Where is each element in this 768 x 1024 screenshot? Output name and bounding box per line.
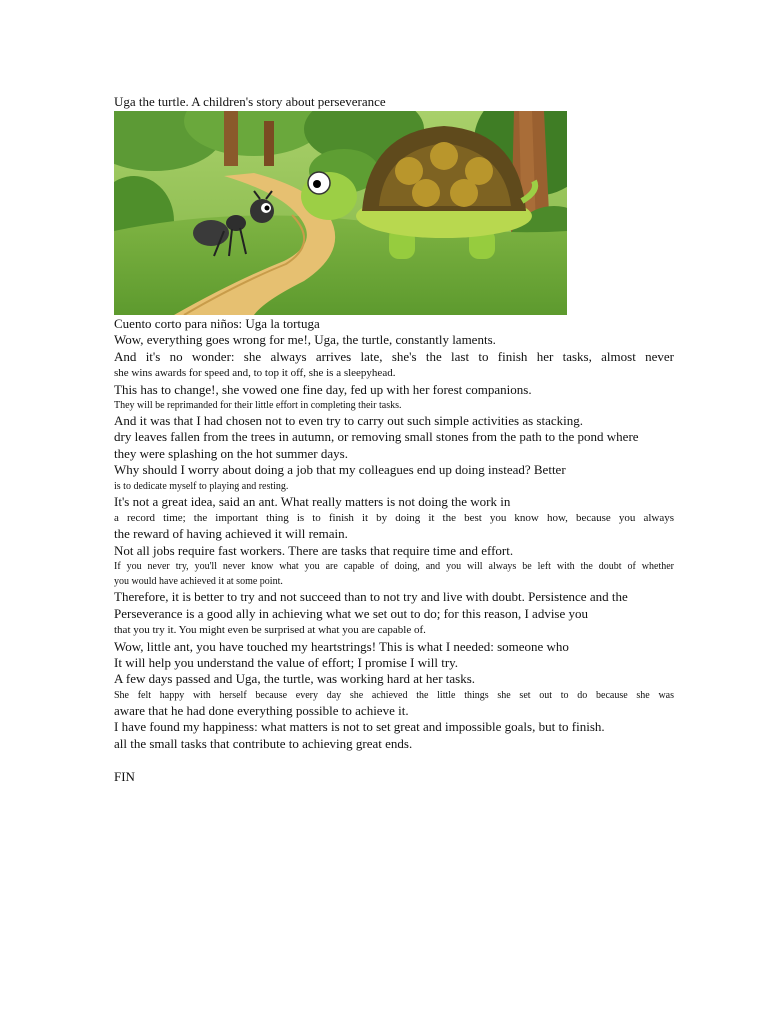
story-line: They will be reprimanded for their little effort in completing their tasks. (114, 400, 402, 412)
story-line: And it's no wonder: she always arrives late, she's the last to finish her tasks, almost never (114, 348, 674, 364)
document-page (114, 94, 674, 798)
story-line: She felt happy with herself because every day she achieved the little things she set out to do because she was (114, 689, 674, 701)
story-line: you would have achieved it at some point. (114, 576, 283, 588)
story-line: This has to change!, she vowed one fine day, fed up with her forest companions. (114, 381, 532, 397)
story-line: aware that he had done everything possible to achieve it. (114, 702, 409, 718)
story-line: It's not a great idea, said an ant. What really matters is not doing the work in (114, 493, 511, 509)
story-line: Wow, everything goes wrong for me!, Uga, the turtle, constantly laments. (114, 332, 496, 348)
story-line: the reward of having achieved it will remain. (114, 526, 348, 542)
story-line: Not all jobs require fast workers. There are tasks that require time and effort. (114, 542, 514, 558)
story-body (114, 316, 674, 752)
story-line: Wow, little ant, you have touched my heartstrings! This is what I needed: someone who (114, 638, 569, 654)
story-line: all the small tasks that contribute to achieving great ends. (114, 735, 413, 751)
story-title: Uga the turtle. A children's story about perseverance (114, 94, 386, 109)
story-illustration (114, 111, 567, 315)
story-line: Cuento corto para niños: Uga la tortuga (114, 316, 320, 331)
story-line: It will help you understand the value of effort; I promise I will try. (114, 654, 459, 670)
story-line: Perseverance is a good ally in achieving what we set out to do; for this reason, I advise you (114, 605, 589, 621)
story-line: And it was that I had chosen not to even try to carry out such simple activities as stacking. (114, 413, 583, 429)
story-line: Why should I worry about doing a job that my colleagues end up doing instead? Better (114, 462, 566, 478)
story-line: dry leaves fallen from the trees in autumn, or removing small stones from the path to the pond where (114, 429, 639, 445)
story-line: she wins awards for speed and, to top it off, she is a sleepyhead. (114, 367, 396, 380)
story-line: If you never try, you'll never know what you are capable of doing, and you will always be left with the doubt of whether (114, 561, 674, 573)
story-line: they were splashing on the hot summer days. (114, 445, 348, 461)
story-line: a record time; the important thing is to finish it by doing it the best you know how, because you always (114, 512, 674, 525)
end-label: FIN (114, 768, 135, 784)
story-line: is to dedicate myself to playing and resting. (114, 480, 289, 492)
story-line: A few days passed and Uga, the turtle, was working hard at her tasks. (114, 671, 476, 687)
story-line: Therefore, it is better to try and not succeed than to not try and live with doubt. Persistence and the (114, 589, 628, 605)
story-line: that you try it. You might even be surprised at what you are capable of. (114, 624, 426, 637)
story-line: I have found my happiness: what matters is not to set great and impossible goals, but to finish. (114, 719, 605, 735)
